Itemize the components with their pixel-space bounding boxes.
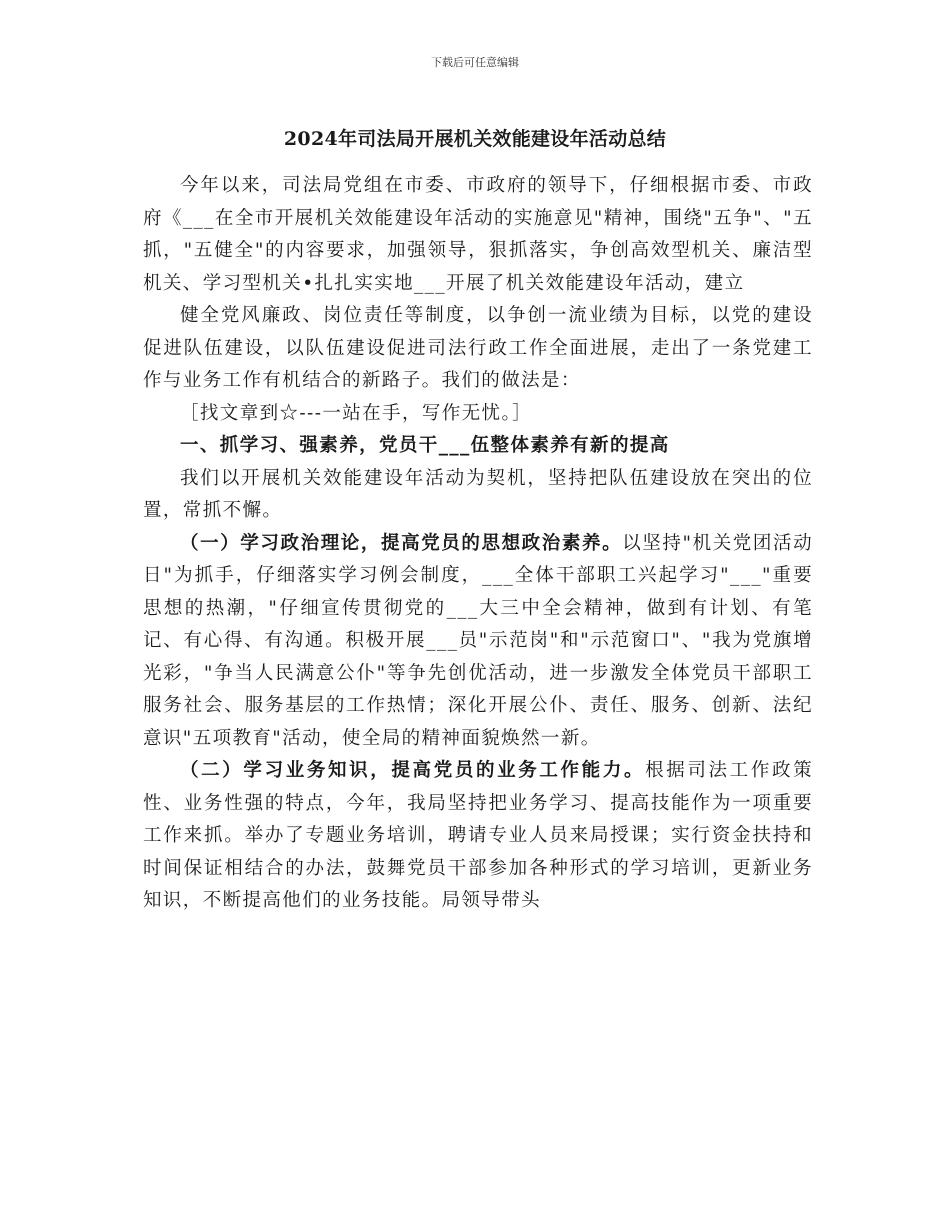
section-1-intro: 我们以开展机关效能建设年活动为契机，坚持把队伍建设放在突出的位置，常抓不懈。 (143, 467, 813, 521)
item-2-lead: （二）学习业务知识，提高党员的业务工作能力。 (180, 760, 646, 781)
item-2-body: 根据司法工作政策性、业务性强的特点，今年，我局坚持把业务学习、提高技能作为一项重要工作来抓。举办了专题业务培训，聘请专业人员来局授课；实行资金扶持和时间保证相结合的办法，鼓舞党员干部参加各种形式的学习培训，更新业务知识，不断提高他们的业务技能。局领导带头 (143, 760, 813, 911)
paragraph-bracket-note: ［找文章到☆---一站在手，写作无忧。］ (180, 402, 533, 424)
paragraph-intro: 今年以来，司法局党组在市委、市政府的领导下，仔细根据市委、市政府《___在全市开展机关效能建设年活动的实施意见"精神，围绕"五争"、"五抓，"五健全"的内容要求，加强领导，狠抓落实，争创高效型机关、廉洁型机关、学习型机关•扎扎实实地___开展了机关效能建设年活动，建立 (143, 175, 813, 294)
document-body (143, 170, 813, 918)
paragraph-continuation: 健全党风廉政、岗位责任等制度，以争创一流业绩为目标，以党的建设促进队伍建设，以队伍建设促进司法行政工作全面进展，走出了一条党建工作与业务工作有机结合的新路子。我们的做法是： (143, 305, 813, 391)
document-title: 2024年司法局开展机关效能建设年活动总结 (283, 128, 667, 150)
item-1-body: 以坚持"机关党团活动日"为抓手，仔细落实学习例会制度，___全体干部职工兴起学习"___"重要思想的热潮，"仔细宣传贯彻党的___大三中全会精神，做到有计划、有笔记、有心得、有沟通。积极开展___员"示范岗"和"示范窗口"、"我为党旗增光彩，"争当人民满意公仆"等争先创优活动，进一步激发全体党员干部职工服务社会、服务基层的工作热情；深化开展公仆、责任、服务、创新、法纪意识"五项教育"活动，使全局的精神面貌焕然一新。 (143, 532, 813, 749)
section-1-item-1 (143, 528, 813, 756)
section-heading-1: 一、抓学习、强素养，党员干___伍整体素养有新的提高 (180, 435, 670, 456)
section-1-item-2 (143, 755, 813, 918)
page-header-note: 下载后可任意编辑 (431, 56, 519, 69)
item-1-lead: （一）学习政治理论，提高党员的思想政治素养。 (180, 532, 623, 554)
